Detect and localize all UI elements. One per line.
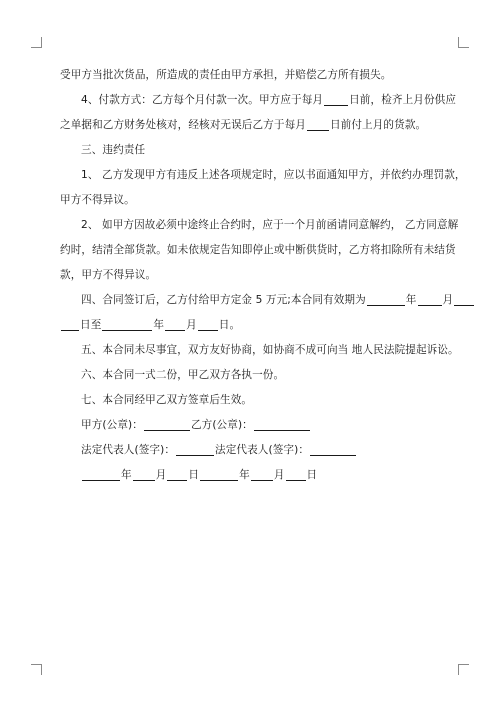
crop-mark-bottom-left — [31, 664, 42, 675]
paragraph-line: 受甲方当批次货品，所造成的责任由甲方承担，并赔偿乙方所有损失。 — [60, 69, 392, 81]
representative-sign-line: 法定代表人(签字)： 法定代表人(签字)： — [60, 438, 445, 463]
party-a-day-field[interactable] — [167, 467, 187, 481]
party-a-rep-signature-field[interactable] — [176, 442, 214, 456]
blank-month-field[interactable] — [165, 317, 185, 331]
blank-year-field[interactable] — [367, 292, 405, 306]
party-b-rep-signature-field[interactable] — [310, 442, 356, 456]
party-b-year-field[interactable] — [200, 467, 238, 481]
blank-month-field[interactable] — [418, 292, 442, 306]
blank-day-field[interactable] — [454, 292, 474, 306]
party-a-seal-field[interactable] — [144, 417, 190, 431]
clause-six: 六、本合同一式二份，甲乙双方各执一份。 — [81, 369, 285, 381]
party-b-month-field[interactable] — [251, 467, 273, 481]
crop-mark-bottom-right — [458, 664, 469, 675]
clause-seven: 七、本合同经甲乙双方签章后生效。 — [81, 394, 253, 406]
blank-day-field[interactable] — [198, 317, 218, 331]
breach-clause-1: 1、 乙方发现甲方有违反上述各项规定时，应以书面通知甲方，并依约办理罚款， — [81, 169, 466, 181]
party-b-seal-field[interactable] — [254, 417, 310, 431]
blank-field[interactable] — [324, 92, 348, 106]
clause-five: 五、本合同未尽事宜，双方友好协商，如协商不成可向当 地人民法院提起诉讼。 — [81, 344, 459, 356]
party-a-month-field[interactable] — [133, 467, 155, 481]
signing-date-line: 年 月 日 年 月 日 — [60, 463, 445, 488]
party-b-day-field[interactable] — [286, 467, 306, 481]
deposit-term-line: 四、合同签订后，乙方付给甲方定金 5 万元;本合同有效期为 年 月 — [60, 288, 445, 313]
blank-day-field[interactable] — [61, 317, 79, 331]
breach-clause-1-cont: 甲方不得异议。 — [60, 194, 135, 206]
party-seal-line: 甲方(公章)： 乙方(公章)： — [60, 413, 445, 438]
blank-field[interactable] — [307, 117, 329, 131]
deposit-term-line-2: 日至 年 月 日。 — [60, 313, 445, 338]
breach-clause-2: 2、 如甲方因故必须中途终止合约时，应于一个月前函请同意解约， 乙方同意解 — [81, 219, 459, 231]
document-body — [60, 63, 466, 488]
section-heading-breach: 三、违约责任 — [81, 144, 146, 156]
crop-mark-top-right — [458, 37, 469, 48]
payment-terms-line: 4、付款方式：乙方每个月付款一次。甲方应于每月 日前，检齐上月份供应 — [81, 94, 457, 106]
blank-year-field[interactable] — [102, 317, 152, 331]
party-a-year-field[interactable] — [82, 467, 120, 481]
payment-terms-line-2: 之单据和乙方财务处核对，经核对无误后乙方于每月 日前付上月的货款。 — [60, 119, 427, 131]
breach-clause-2-end: 款，甲方不得异议。 — [60, 269, 157, 281]
crop-mark-top-left — [31, 37, 42, 48]
breach-clause-2-cont: 约时，结清全部货款。如未依规定告知即停止或中断供货时，乙方将扣除所有未结货 — [60, 244, 456, 256]
